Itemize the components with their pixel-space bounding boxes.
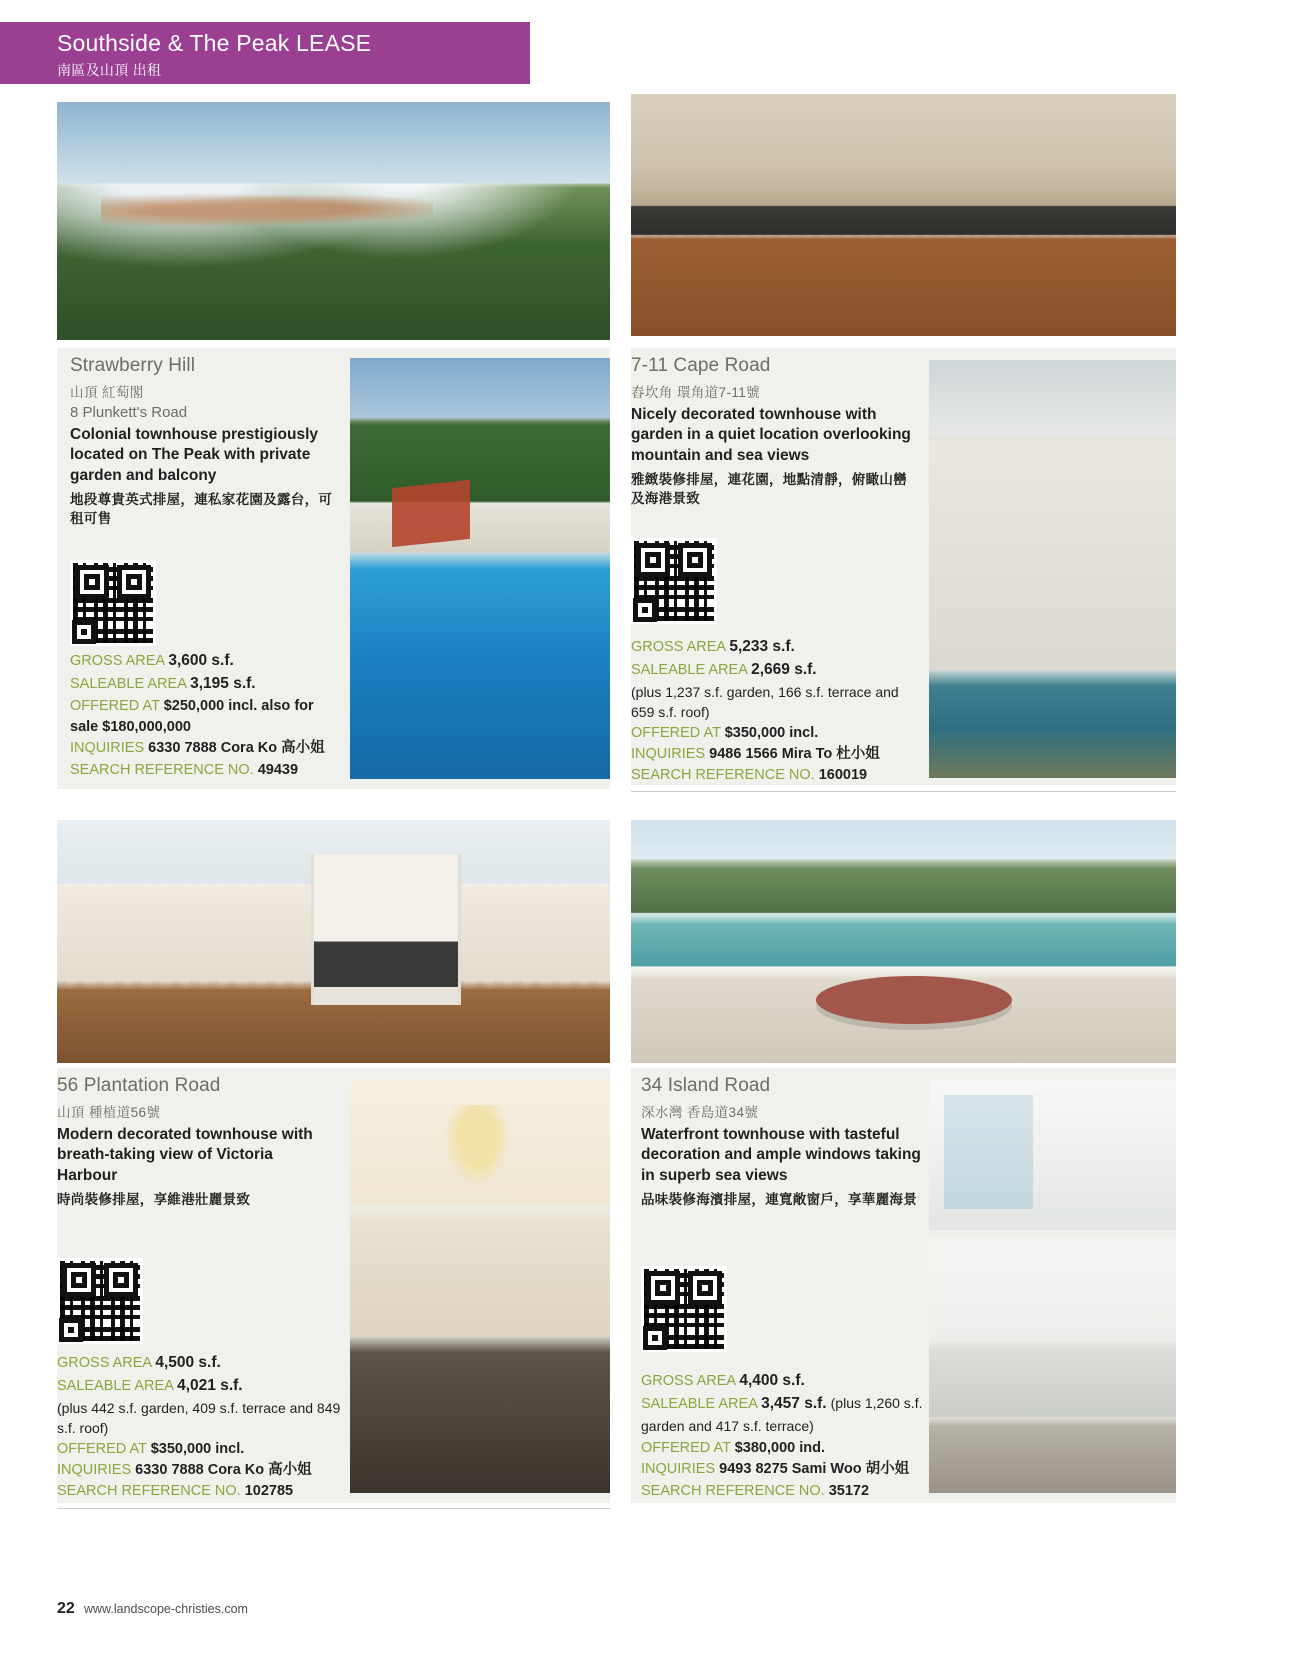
listing-4-offered-at-label: OFFERED AT bbox=[641, 1439, 731, 1456]
listing-4-saleable-area-label: SALEABLE AREA bbox=[641, 1395, 758, 1412]
listing-3-saleable-area-value: 4,021 s.f. bbox=[177, 1376, 243, 1394]
listing-1-description-zh: 地段尊貴英式排屋，連私家花園及露台，可租可售 bbox=[70, 491, 333, 527]
listing-1-facts bbox=[70, 650, 342, 781]
listing-4-reference-value: 35172 bbox=[828, 1482, 870, 1499]
listing-4-gross-area-label: GROSS AREA bbox=[641, 1373, 736, 1389]
listing-1-main-photo bbox=[57, 102, 610, 340]
listing-3-reference-value: 102785 bbox=[244, 1483, 294, 1500]
listing-4-side-photo-top bbox=[929, 1080, 1176, 1230]
listing-1-saleable-area-label: SALEABLE AREA bbox=[70, 675, 187, 692]
listing-2-inquiries-label: INQUIRIES bbox=[631, 746, 706, 763]
listing-3-description-en: Modern decorated townhouse with breath-taking view of Victoria Harbour bbox=[57, 1125, 313, 1185]
listing-4-facts bbox=[641, 1370, 936, 1502]
page-number: 22 bbox=[57, 1600, 75, 1617]
listing-2-description-zh: 雅緻裝修排屋，連花園，地點清靜，俯瞰山巒及海港景致 bbox=[631, 471, 907, 507]
listing-3-title-en: 56 Plantation Road bbox=[57, 1075, 221, 1096]
section-title-zh: 南區及山頂 出租 bbox=[57, 62, 162, 78]
listing-3-offered-at-label: OFFERED AT bbox=[57, 1440, 147, 1457]
listing-1-gross-area-value: 3,600 s.f. bbox=[168, 652, 234, 669]
listing-3-gross-area-label: GROSS AREA bbox=[57, 1355, 152, 1371]
listing-2-reference-label: SEARCH REFERENCE NO. bbox=[631, 767, 815, 784]
listing-3-title-zh: 山頂 種植道56號 bbox=[57, 1104, 161, 1120]
listing-4-gross-area-value: 4,400 s.f. bbox=[739, 1372, 805, 1389]
listing-2-area-extra: (plus 1,237 s.f. garden, 166 s.f. terrace and 659 s.f. roof) bbox=[631, 683, 899, 721]
listing-3-side-photo bbox=[350, 1080, 610, 1493]
listing-4-title-en: 34 Island Road bbox=[641, 1075, 771, 1096]
listing-4-inquiries-value: 9493 8275 Sami Woo 胡小姐 bbox=[719, 1461, 910, 1478]
listing-4-offered-at-value: $380,000 ind. bbox=[734, 1439, 826, 1456]
listing-4-reference-label: SEARCH REFERENCE NO. bbox=[641, 1482, 825, 1499]
listing-3-facts bbox=[57, 1352, 342, 1503]
listing-1-gross-area-label: GROSS AREA bbox=[70, 653, 165, 669]
listing-3-gross-area-value: 4,500 s.f. bbox=[155, 1354, 221, 1371]
listing-1-offered-at-label: OFFERED AT bbox=[70, 697, 160, 714]
listing-1-inquiries-label: INQUIRIES bbox=[70, 740, 145, 757]
listing-3-inquiries-label: INQUIRIES bbox=[57, 1462, 132, 1479]
listing-2-divider bbox=[631, 791, 1176, 792]
listing-2-gross-area-value: 5,233 s.f. bbox=[729, 638, 795, 655]
listing-4-qr-code[interactable] bbox=[641, 1266, 727, 1352]
listing-1-inquiries-value: 6330 7888 Cora Ko 高小姐 bbox=[148, 740, 325, 757]
listing-4-description-zh: 品味裝修海濱排屋，連寬敞窗戶，享華麗海景 bbox=[641, 1191, 917, 1207]
listing-3-qr-code[interactable] bbox=[57, 1258, 143, 1344]
listing-3-description-zh: 時尚裝修排屋，享維港壯麗景致 bbox=[57, 1191, 251, 1207]
listing-4-description-en: Waterfront townhouse with tasteful decoration and ample windows taking in superb sea views bbox=[641, 1125, 921, 1185]
listing-2-main-photo bbox=[631, 94, 1176, 336]
listing-2-description-en: Nicely decorated townhouse with garden in a quiet location overlooking mountain and sea views bbox=[631, 405, 911, 465]
listing-1-qr-code[interactable] bbox=[70, 560, 156, 646]
listing-4-saleable-area-extra: (plus 1,260 s.f. garden and 417 s.f. terrace) bbox=[641, 1394, 923, 1434]
listing-4-saleable-area-value: 3,457 s.f. bbox=[761, 1394, 827, 1412]
listing-2-saleable-area-label: SALEABLE AREA bbox=[631, 661, 748, 678]
listing-1-offered-at-value: $250,000 incl. also for sale $180,000,000 bbox=[70, 697, 314, 735]
listing-1-description-en: Colonial townhouse prestigiously located on The Peak with private garden and balcony bbox=[70, 425, 319, 485]
listing-1-saleable-area-value: 3,195 s.f. bbox=[190, 674, 256, 692]
listing-2-side-photo bbox=[929, 360, 1176, 778]
listing-2-reference-value: 160019 bbox=[818, 767, 868, 784]
listing-4-title-zh: 深水灣 香島道34號 bbox=[641, 1104, 759, 1120]
listing-2-title-zh: 舂坎角 環角道7-11號 bbox=[631, 384, 761, 400]
listing-2-inquiries-value: 9486 1566 Mira To 杜小姐 bbox=[709, 746, 880, 763]
section-title-en: Southside & The Peak LEASE bbox=[57, 30, 372, 56]
footer-website-url[interactable]: www.landscope-christies.com bbox=[84, 1602, 248, 1616]
listing-2-title-en: 7-11 Cape Road bbox=[631, 355, 771, 376]
listing-3-inquiries-value: 6330 7888 Cora Ko 高小姐 bbox=[135, 1462, 312, 1479]
listing-2-offered-at-label: OFFERED AT bbox=[631, 724, 721, 741]
listing-1-title-en: Strawberry Hill bbox=[70, 355, 196, 376]
listing-3-divider bbox=[57, 1508, 610, 1509]
listing-3-saleable-area-label: SALEABLE AREA bbox=[57, 1377, 174, 1394]
listing-3-main-photo bbox=[57, 820, 610, 1063]
listing-1-reference-label: SEARCH REFERENCE NO. bbox=[70, 761, 254, 778]
listing-3-area-extra: (plus 442 s.f. garden, 409 s.f. terrace and 849 s.f. roof) bbox=[57, 1399, 341, 1437]
listing-1-side-photo bbox=[350, 358, 610, 779]
listing-1-title-zh: 山頂 紅萄閣 bbox=[70, 384, 144, 400]
listing-4-inquiries-label: INQUIRIES bbox=[641, 1461, 716, 1478]
listing-2-qr-code[interactable] bbox=[631, 538, 717, 624]
listing-3-offered-at-value: $350,000 incl. bbox=[150, 1440, 245, 1457]
listing-2-gross-area-label: GROSS AREA bbox=[631, 639, 726, 655]
listing-4-main-photo bbox=[631, 820, 1176, 1063]
listing-3-reference-label: SEARCH REFERENCE NO. bbox=[57, 1483, 241, 1500]
listing-1-reference-value: 49439 bbox=[257, 761, 299, 778]
listing-2-saleable-area-value: 2,669 s.f. bbox=[751, 660, 817, 678]
listing-2-offered-at-value: $350,000 incl. bbox=[724, 724, 819, 741]
listing-2-facts bbox=[631, 636, 921, 787]
listing-4-side-photo-bottom bbox=[929, 1238, 1176, 1493]
listing-1-address: 8 Plunkett's Road bbox=[70, 403, 188, 421]
